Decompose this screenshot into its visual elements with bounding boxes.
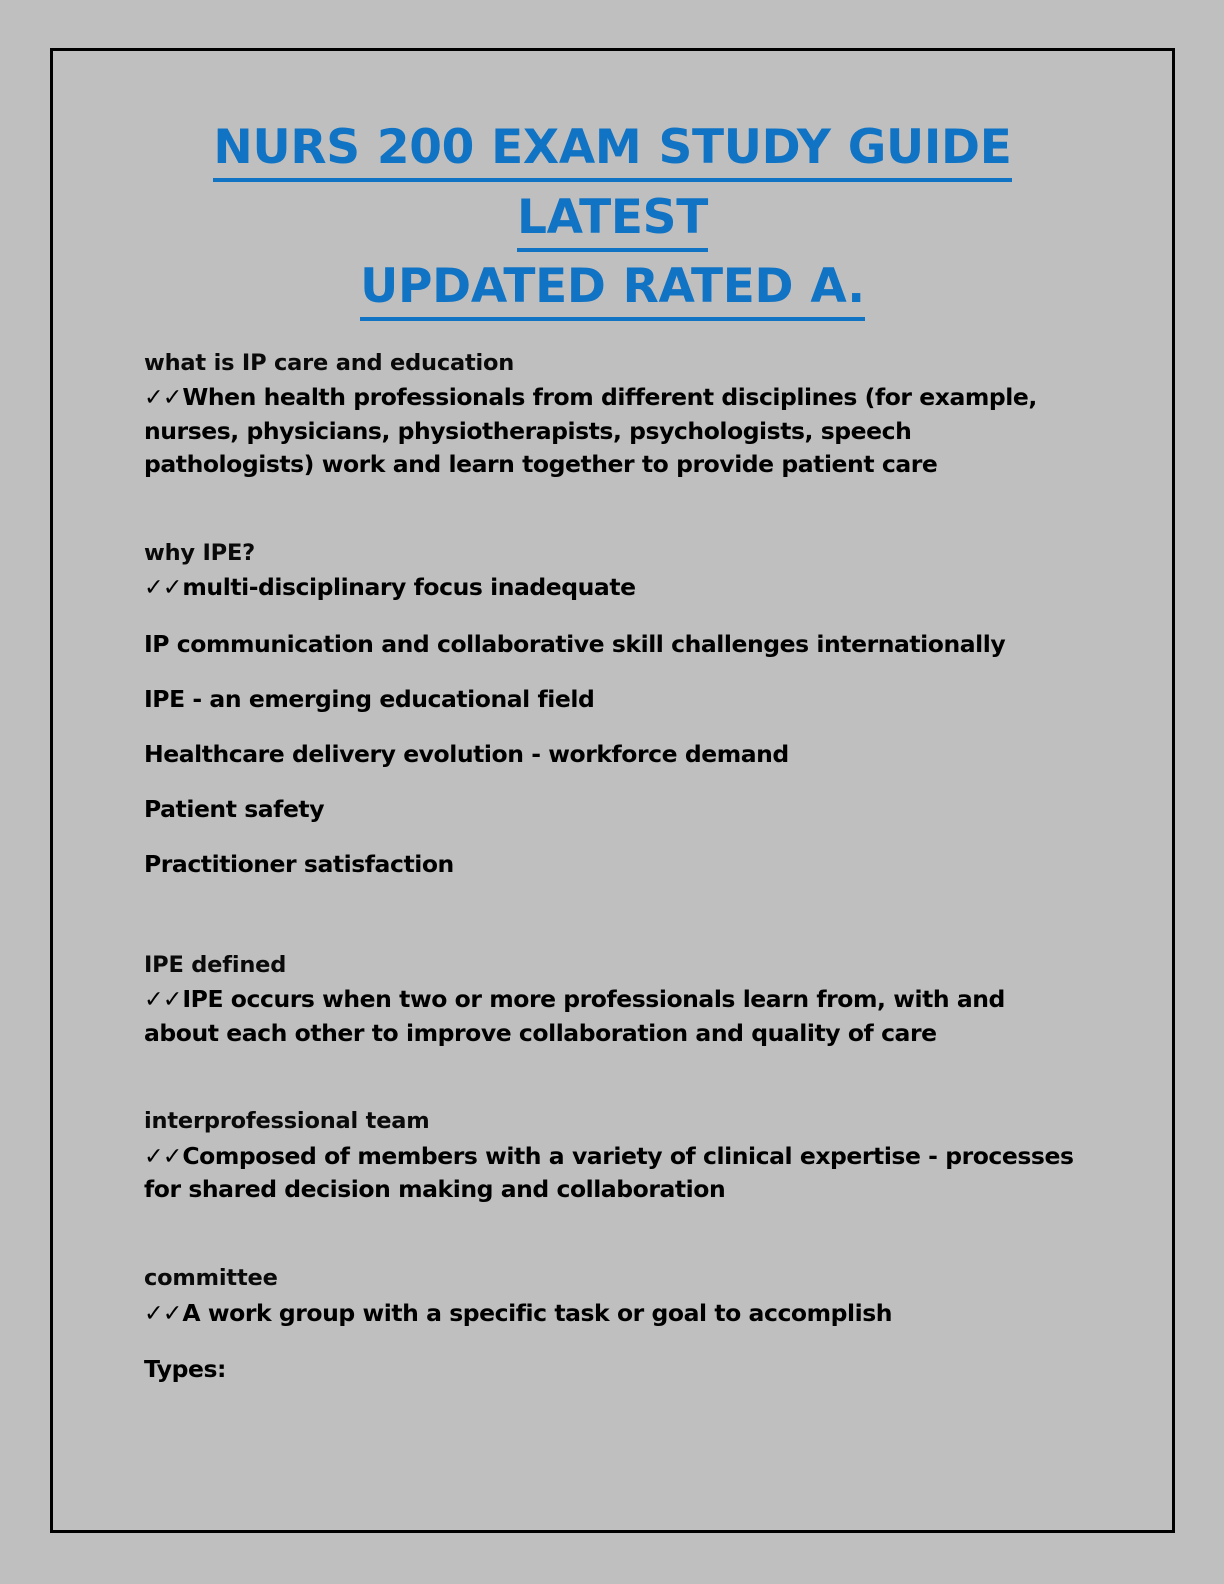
answer-text [144,983,1074,1050]
checkmark-icon: ✓✓ [144,985,182,1014]
list-item: Patient safety [144,795,325,824]
list-item: IPE - an emerging educational field [144,684,595,713]
list-item: Healthcare delivery evolution - workforce demand [144,740,789,769]
spacer [144,482,1112,538]
list-item: Practitioner satisfaction [144,850,454,879]
document-body [53,322,1172,1383]
term-label: IPE defined [144,951,287,978]
spacer [144,605,1112,630]
section-ipe-defined [144,950,1112,1051]
term-label: interprofessional team [144,1108,430,1135]
page-title-line-2: UPDATED RATED A. [360,259,865,321]
term-label: committee [144,1264,278,1291]
answer-body: When health professionals from different disciplines (for example, nurses, physicians, physiotherapists, psychologists, speech pathologists) work and learn together to provide patient care [144,383,1037,479]
section-why-ipe [144,538,1112,879]
page-title-line-1: NURS 200 EXAM STUDY GUIDE LATEST [213,120,1011,252]
checkmark-icon: ✓✓ [144,1298,182,1327]
checkmark-icon: ✓✓ [144,573,182,602]
document-page [50,48,1175,1533]
answer-body: Composed of members with a variety of clinical expertise - processes for shared decision making and collaboration [144,1141,1074,1204]
spacer [144,906,1112,950]
answer-body: multi-disciplinary focus inadequate [182,573,636,602]
page-title [53,51,1172,322]
section-committee [144,1263,1112,1383]
answer-text [144,1140,1074,1207]
spacer [144,1330,1112,1355]
section-interprofessional-team [144,1106,1112,1207]
answer-text [144,571,1074,604]
term-label: why IPE? [144,539,255,566]
answer-body: A work group with a specific task or goal to accomplish [182,1298,893,1327]
checkmark-icon: ✓✓ [144,1141,182,1170]
spacer [144,1207,1112,1263]
answer-body: IPE occurs when two or more professionals learn from, with and about each other to improve collaboration and quality of care [144,985,1005,1047]
answer-text [144,1297,1074,1330]
term-label: what is IP care and education [144,349,515,376]
spacer [144,1050,1112,1106]
answer-text [144,381,1074,481]
list-item: Types: [144,1354,227,1383]
section-what-is-ip-care [144,348,1112,482]
checkmark-icon: ✓✓ [144,383,182,412]
list-item: IP communication and collaborative skill challenges internationally [144,629,1006,658]
